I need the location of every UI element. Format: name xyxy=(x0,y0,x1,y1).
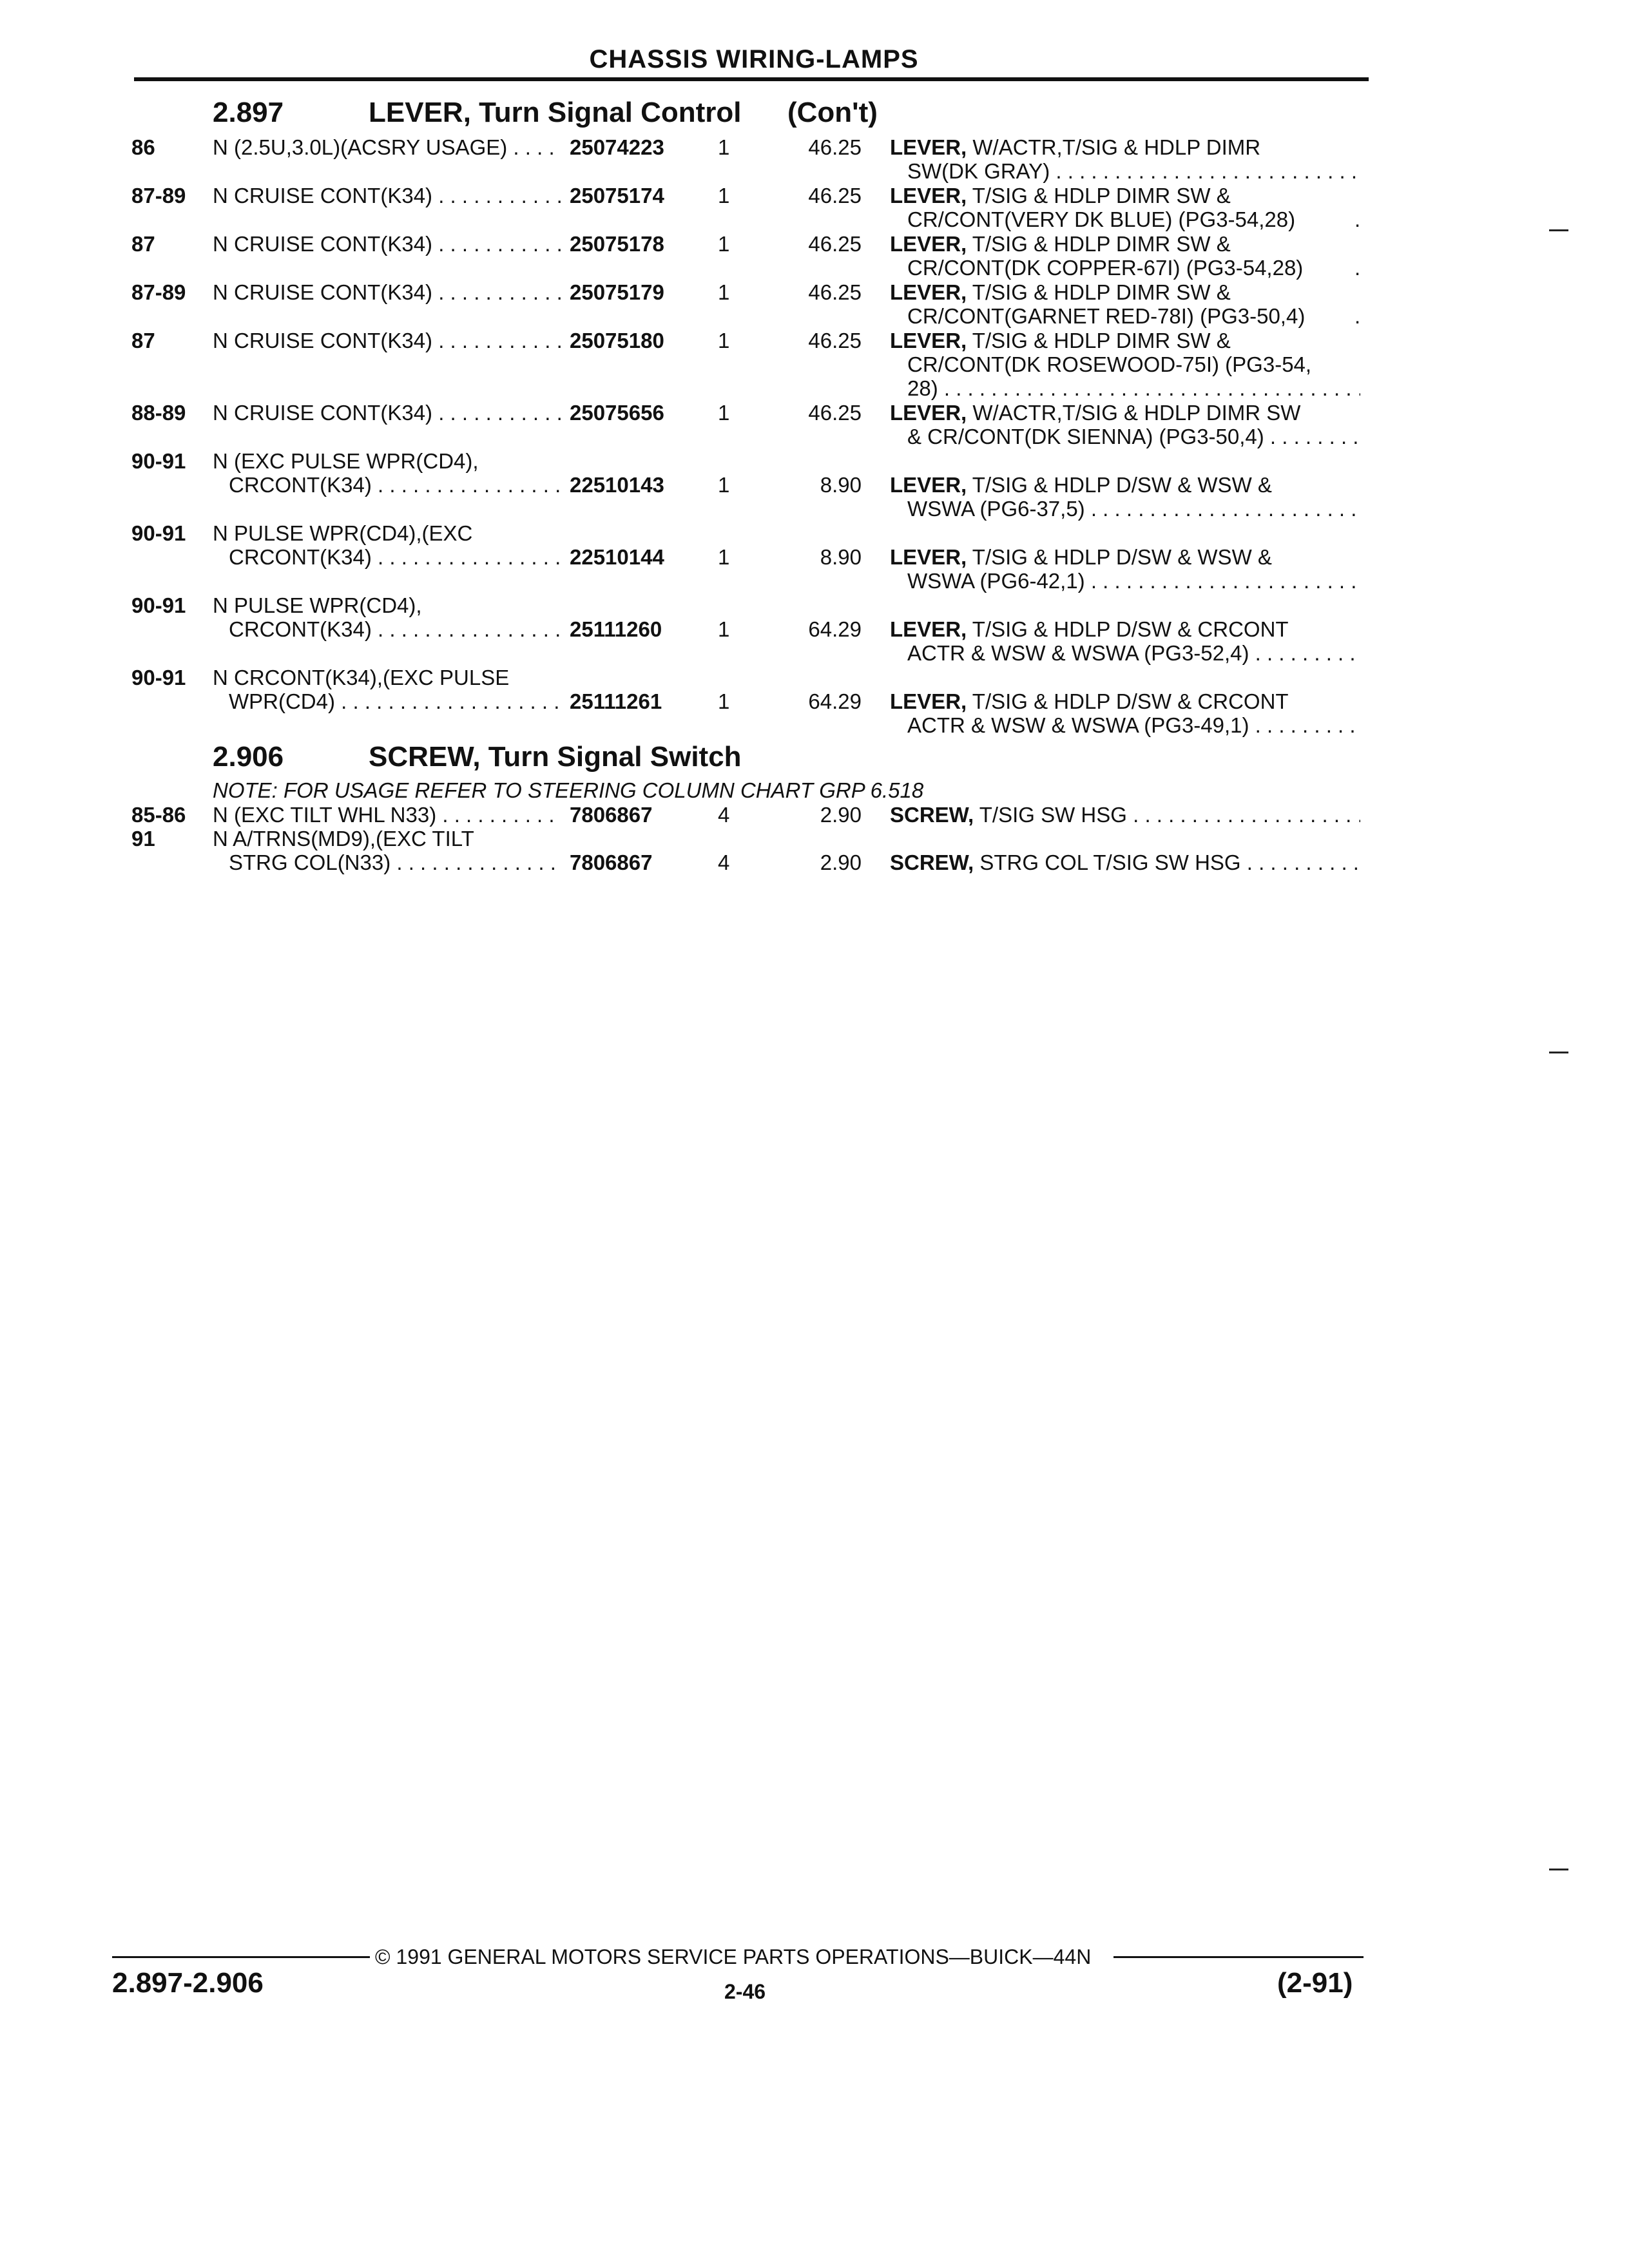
row-description: LEVER, T/SIG & HDLP D/SW & WSW & xyxy=(890,545,1272,569)
usage-note: NOTE: FOR USAGE REFER TO STEERING COLUMN CHART GRP 6.518 xyxy=(213,778,924,802)
row-description: LEVER, W/ACTR,T/SIG & HDLP DIMR xyxy=(890,135,1261,159)
row-part-number: 25111260 xyxy=(570,617,662,641)
row-usage-line: CRCONT(K34) . . . xyxy=(229,473,561,497)
row-description-line: CR/CONT(GARNET RED-78I) (PG3-50,4) xyxy=(907,304,1306,328)
row-years: 86 xyxy=(131,135,155,159)
footer-rule-left xyxy=(112,1956,370,1958)
row-part-number: 7806867 xyxy=(570,850,653,874)
section-title: LEVER, Turn Signal Control xyxy=(369,97,742,128)
section-continued: (Con't) xyxy=(787,97,878,128)
header-rule xyxy=(134,77,1369,81)
footer-copyright: © 1991 GENERAL MOTORS SERVICE PARTS OPERATIONS—BUICK—44N xyxy=(375,1945,1092,1968)
row-years: 87-89 xyxy=(131,280,186,304)
row-description: LEVER, W/ACTR,T/SIG & HDLP DIMR SW xyxy=(890,401,1301,425)
row-years: 87 xyxy=(131,329,155,352)
row-part-number: 22510144 xyxy=(570,545,664,569)
row-price: 46.25 xyxy=(808,184,862,207)
row-usage: N CRUISE CONT(K34) . . . xyxy=(213,232,561,256)
row-usage-line: CRCONT(K34) . . . xyxy=(229,617,561,641)
row-usage: N CRUISE CONT(K34) . . . xyxy=(213,401,561,425)
row-description-line: ACTR & WSW & WSWA (PG3-52,4) . . . xyxy=(907,641,1360,665)
row-price: 46.25 xyxy=(808,329,862,352)
row-description-line: CR/CONT(DK ROSEWOOD-75I) (PG3-54, xyxy=(907,352,1312,376)
section-number: 2.897 xyxy=(213,97,284,128)
row-usage: N CRUISE CONT(K34) . . . xyxy=(213,329,561,352)
footer-page-number: 2-46 xyxy=(724,1980,766,2003)
row-part-number: 25075656 xyxy=(570,401,664,425)
row-price: 8.90 xyxy=(820,473,862,497)
row-usage: N PULSE WPR(CD4), xyxy=(213,593,422,617)
row-part-number: 25074223 xyxy=(570,135,664,159)
row-description-line: SW(DK GRAY) . . . xyxy=(907,159,1360,183)
margin-mark xyxy=(1549,1869,1568,1870)
row-quantity: 4 xyxy=(718,850,730,874)
row-description: LEVER, T/SIG & HDLP DIMR SW & xyxy=(890,280,1231,304)
row-quantity: 1 xyxy=(718,232,730,256)
margin-mark xyxy=(1549,229,1568,231)
row-usage: N CRCONT(K34),(EXC PULSE xyxy=(213,666,510,689)
row-description: LEVER, T/SIG & HDLP DIMR SW & xyxy=(890,184,1231,207)
section-number: 2.906 xyxy=(213,741,284,773)
row-description-line: ACTR & WSW & WSWA (PG3-49,1) . . . xyxy=(907,713,1360,737)
row-quantity: 1 xyxy=(718,329,730,352)
row-quantity: 1 xyxy=(718,689,730,713)
row-description: LEVER, T/SIG & HDLP D/SW & CRCONT xyxy=(890,689,1289,713)
footer-date: (2-91) xyxy=(1277,1967,1353,1999)
row-years: 88-89 xyxy=(131,401,186,425)
row-description: LEVER, T/SIG & HDLP D/SW & WSW & xyxy=(890,473,1272,497)
row-part-number: 7806867 xyxy=(570,803,653,827)
row-part-number: 25075179 xyxy=(570,280,664,304)
row-quantity: 1 xyxy=(718,617,730,641)
row-usage-line: WPR(CD4) . . . xyxy=(229,689,561,713)
row-usage-line: CRCONT(K34) . . . xyxy=(229,545,561,569)
row-quantity: 1 xyxy=(718,545,730,569)
row-years: 90-91 xyxy=(131,593,186,617)
row-description: SCREW, STRG COL T/SIG SW HSG . . . xyxy=(890,850,1360,874)
page-header-title: CHASSIS WIRING-LAMPS xyxy=(589,45,919,73)
margin-mark xyxy=(1549,1052,1568,1053)
footer-rule-right xyxy=(1113,1956,1364,1958)
row-years: 90-91 xyxy=(131,521,186,545)
row-part-number: 25075180 xyxy=(570,329,664,352)
row-part-number: 25111261 xyxy=(570,689,662,713)
row-description-line: 28) . . . xyxy=(907,376,1360,400)
row-price: 64.29 xyxy=(808,689,862,713)
row-quantity: 1 xyxy=(718,473,730,497)
section-title: SCREW, Turn Signal Switch xyxy=(369,741,742,773)
row-price: 46.25 xyxy=(808,401,862,425)
row-description: SCREW, T/SIG SW HSG . . . xyxy=(890,803,1360,827)
row-description: LEVER, T/SIG & HDLP DIMR SW & xyxy=(890,329,1231,352)
row-description-line: WSWA (PG6-37,5) . . . xyxy=(907,497,1360,521)
row-years: 85-86 xyxy=(131,803,186,827)
row-usage: N (EXC TILT WHL N33) . . . xyxy=(213,803,561,827)
row-price: 2.90 xyxy=(820,803,862,827)
row-part-number: 25075178 xyxy=(570,232,664,256)
row-part-number: 22510143 xyxy=(570,473,664,497)
row-description: LEVER, T/SIG & HDLP DIMR SW & xyxy=(890,232,1231,256)
row-description-line: WSWA (PG6-42,1) . . . xyxy=(907,569,1360,593)
row-usage: N A/TRNS(MD9),(EXC TILT xyxy=(213,827,474,850)
footer-section-range: 2.897-2.906 xyxy=(112,1967,264,1999)
row-price: 46.25 xyxy=(808,135,862,159)
row-description-line: CR/CONT(DK COPPER-67I) (PG3-54,28) xyxy=(907,256,1304,280)
row-quantity: 4 xyxy=(718,803,730,827)
row-description: LEVER, T/SIG & HDLP D/SW & CRCONT xyxy=(890,617,1289,641)
row-quantity: 1 xyxy=(718,184,730,207)
row-price: 8.90 xyxy=(820,545,862,569)
row-quantity: 1 xyxy=(718,401,730,425)
row-usage: N PULSE WPR(CD4),(EXC xyxy=(213,521,473,545)
row-price: 64.29 xyxy=(808,617,862,641)
row-usage: N CRUISE CONT(K34) . . . xyxy=(213,280,561,304)
row-price: 46.25 xyxy=(808,280,862,304)
row-usage: N (EXC PULSE WPR(CD4), xyxy=(213,449,479,473)
row-usage-line: STRG COL(N33) . . . xyxy=(229,850,561,874)
row-years: 87 xyxy=(131,232,155,256)
row-years: 87-89 xyxy=(131,184,186,207)
row-years: 90-91 xyxy=(131,449,186,473)
row-usage: N CRUISE CONT(K34) . . . xyxy=(213,184,561,207)
row-price: 46.25 xyxy=(808,232,862,256)
row-quantity: 1 xyxy=(718,135,730,159)
row-usage: N (2.5U,3.0L)(ACSRY USAGE) . . . xyxy=(213,135,561,159)
row-years: 90-91 xyxy=(131,666,186,689)
row-description-line: CR/CONT(VERY DK BLUE) (PG3-54,28) xyxy=(907,207,1296,231)
row-part-number: 25075174 xyxy=(570,184,664,207)
row-years: 91 xyxy=(131,827,155,850)
row-quantity: 1 xyxy=(718,280,730,304)
row-description-line: & CR/CONT(DK SIENNA) (PG3-50,4) . . . xyxy=(907,425,1360,448)
row-price: 2.90 xyxy=(820,850,862,874)
